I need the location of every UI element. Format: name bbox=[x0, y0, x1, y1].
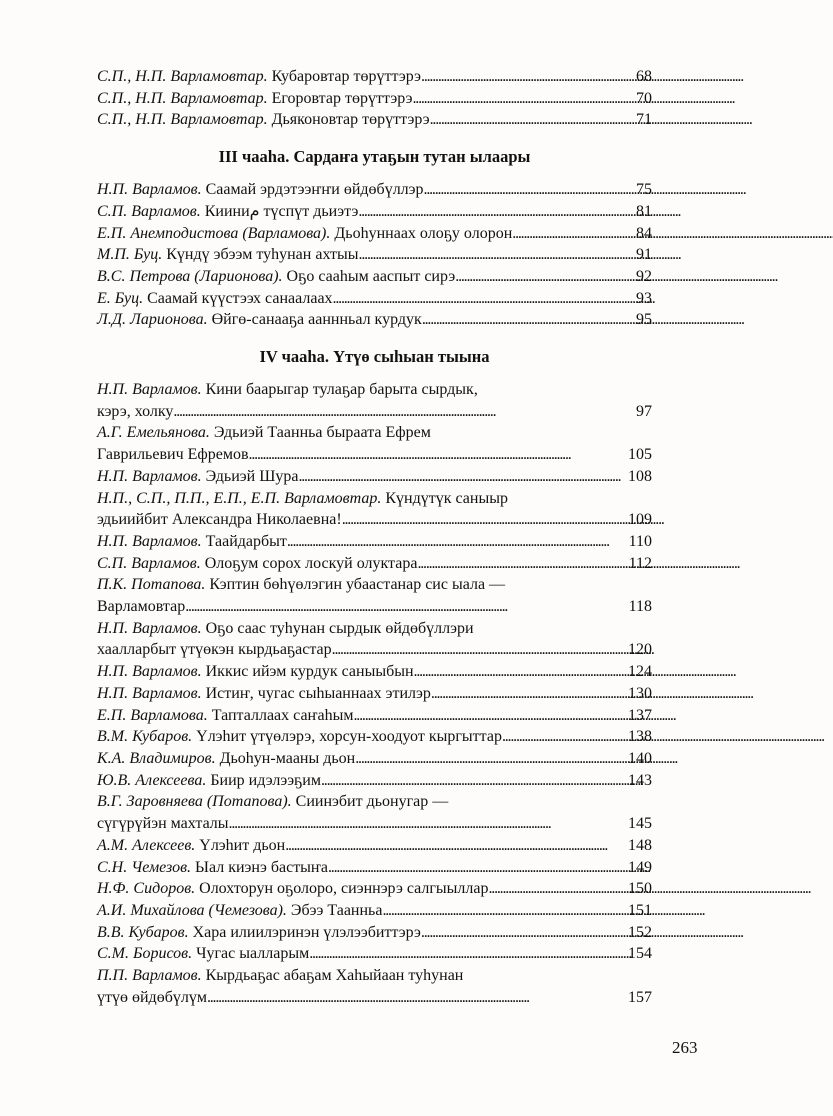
dot-leader bbox=[332, 639, 625, 661]
dot-leader bbox=[342, 509, 625, 531]
entry-page-number: 91 bbox=[636, 246, 652, 264]
entry-author: Ю.В. Алексеева. bbox=[97, 771, 207, 789]
dot-leader bbox=[421, 66, 633, 88]
entry-text-line bbox=[97, 705, 354, 727]
entry-title: Эбээ Таанньа bbox=[290, 901, 383, 919]
entry-title: сүгүрүйэн махталы bbox=[97, 815, 229, 833]
entry-text-line bbox=[97, 596, 185, 618]
entry-author: Н.Ф. Сидоров. bbox=[97, 880, 196, 898]
entry-text-line bbox=[97, 639, 332, 661]
toc-entry bbox=[97, 109, 652, 131]
entry-author: А.И. Михайлова (Чемезова). bbox=[97, 901, 287, 919]
entry-author: Н.П. Варламов. bbox=[97, 467, 202, 485]
toc-entry bbox=[97, 943, 652, 965]
dot-leader bbox=[287, 531, 626, 553]
dot-leader bbox=[412, 88, 633, 110]
dot-leader bbox=[414, 661, 625, 683]
entry-page-number: 149 bbox=[628, 858, 652, 876]
entry-author: В.С. Петрова (Ларионова). bbox=[97, 267, 283, 285]
entry-title: кэрэ, холку bbox=[97, 402, 174, 420]
entry-author: С.Н. Чемезов. bbox=[97, 858, 192, 876]
section-heading: IV чааhа. Үтүө сыhыан тыына bbox=[259, 347, 490, 367]
entry-title-part: Кэптин бөһүөлэгин убаастанар сис ыала — bbox=[209, 576, 506, 594]
entry-text-line bbox=[97, 266, 455, 288]
entry-title: Үлэhит үтүөлэрэ, хорсун-хоодуот кыргыттар bbox=[196, 728, 502, 746]
dot-leader bbox=[355, 748, 625, 770]
entry-author: В.В. Кубаров. bbox=[97, 923, 189, 941]
entry-title: Өйгө-санааҕа ааннньал курдук bbox=[211, 311, 422, 329]
entry-text-line bbox=[97, 835, 285, 857]
dot-leader bbox=[358, 201, 633, 223]
entry-author: С.П. Варламов. bbox=[97, 554, 201, 572]
entry-title: Дьяконовтар төрүттэрэ bbox=[271, 111, 430, 129]
toc-entry bbox=[97, 770, 652, 792]
entry-text-line bbox=[97, 444, 249, 466]
dot-leader bbox=[173, 401, 633, 423]
entry-title: Күндү эбээм туhунан ахтыы bbox=[166, 246, 359, 264]
entry-title: Ыал киэнэ бастыҥа bbox=[195, 858, 328, 876]
entry-title: Дьоhун-мааны дьон bbox=[219, 749, 356, 767]
entry-title: үтүө өйдөбүлүм bbox=[97, 988, 207, 1006]
entry-title-part: Күндүтүк саныыр bbox=[385, 489, 508, 507]
entry-title: Саамай эрдэтээҥҥи өйдөбүллэр bbox=[205, 181, 424, 199]
entry-author: Н.П. Варламов. bbox=[97, 381, 202, 399]
entry-page-number: 108 bbox=[628, 467, 652, 485]
toc-entry bbox=[97, 201, 652, 223]
dot-leader bbox=[417, 553, 625, 575]
entry-title: Кииниم түспүт дьиэтэ bbox=[204, 202, 359, 220]
entry-author: Н.П. Варламов. bbox=[97, 532, 202, 550]
entry-text-line bbox=[97, 66, 421, 88]
entry-text-line bbox=[97, 201, 358, 223]
dot-leader bbox=[455, 266, 633, 288]
toc-entry bbox=[97, 309, 652, 331]
entry-title: Оҕо сааhым ааспыт сирэ bbox=[286, 267, 456, 285]
entry-page-number: 118 bbox=[628, 598, 652, 616]
entry-text-line bbox=[97, 531, 287, 553]
entry-author: В.Г. Заровняева (Потапова). bbox=[97, 793, 292, 811]
entry-title: Истиҥ, чугас сыhыаннаах этилэр bbox=[205, 684, 431, 702]
entry-author: А.Г. Емельянова. bbox=[97, 424, 210, 442]
dot-leader bbox=[354, 705, 626, 727]
entry-title: Биир идэлээҕим bbox=[210, 771, 321, 789]
toc-entry bbox=[97, 266, 652, 288]
entry-author: В.М. Кубаров. bbox=[97, 728, 193, 746]
entry-author: Н.П. Варламов. bbox=[97, 663, 202, 681]
entry-author: Н.П. Варламов. bbox=[97, 181, 202, 199]
entry-title-part: Оҕо саас туhунан сырдык өйдөбүллэри bbox=[205, 619, 474, 637]
entry-text-line bbox=[97, 857, 328, 879]
entry-title: Чугас ыалларым bbox=[196, 945, 310, 963]
entry-first-line bbox=[97, 422, 652, 444]
entry-author: А.М. Алексеев. bbox=[97, 836, 196, 854]
entry-text-line bbox=[97, 288, 333, 310]
section-heading: III чааhа. Сардаҥа утаҕын тутан ылаары bbox=[218, 147, 531, 167]
dot-leader bbox=[422, 309, 633, 331]
entry-title: Тапталлаах саҥаhым bbox=[211, 706, 354, 724]
entry-text-line bbox=[97, 726, 502, 748]
entry-title: Хара илиилэринэн үлэлээбиттэрэ bbox=[192, 923, 421, 941]
entry-text-line bbox=[97, 509, 342, 531]
dot-leader bbox=[512, 223, 633, 245]
dot-leader bbox=[502, 726, 625, 748]
entry-text-line bbox=[97, 244, 359, 266]
toc-entry bbox=[97, 726, 652, 748]
entry-page-number: 68 bbox=[636, 68, 652, 85]
entry-text-line bbox=[97, 309, 422, 331]
dot-leader bbox=[424, 179, 633, 201]
entry-first-line bbox=[97, 965, 652, 987]
entry-page-number: 92 bbox=[636, 267, 652, 285]
entry-text-line bbox=[97, 661, 414, 683]
entry-text-line bbox=[97, 748, 355, 770]
toc-entry bbox=[97, 88, 652, 110]
entry-author: Л.Д. Ларионова. bbox=[97, 311, 208, 329]
entry-text-line bbox=[97, 770, 321, 792]
dot-leader bbox=[298, 466, 625, 488]
entry-title: Егоровтар төрүттэрэ bbox=[271, 89, 413, 107]
entry-title: Дьоhуннаах олоҕу олорон bbox=[334, 224, 513, 242]
entry-page-number: 110 bbox=[628, 532, 652, 550]
toc-entry bbox=[97, 835, 652, 857]
entry-page-number: 95 bbox=[636, 311, 652, 329]
entry-title: Таайдарбыт bbox=[205, 532, 287, 550]
toc-entry bbox=[97, 223, 652, 245]
entry-page-number: 148 bbox=[628, 836, 652, 854]
dot-leader bbox=[207, 987, 625, 1009]
dot-leader bbox=[249, 444, 625, 466]
dot-leader bbox=[185, 596, 625, 618]
entry-text-line bbox=[97, 553, 417, 575]
page-number: 263 bbox=[672, 1038, 698, 1057]
entry-page-number: 93 bbox=[636, 289, 652, 307]
entry-page-number: 138 bbox=[628, 728, 652, 746]
toc-entry bbox=[97, 553, 652, 575]
entry-author: С.П., Н.П. Варламовтар. bbox=[97, 89, 268, 107]
entry-page-number: 137 bbox=[628, 706, 652, 724]
toc-entry bbox=[97, 965, 652, 1008]
entry-page-number: 145 bbox=[628, 815, 652, 833]
entry-title: Үлэhит дьон bbox=[199, 836, 286, 854]
toc-entry bbox=[97, 488, 652, 531]
entry-page-number: 97 bbox=[636, 402, 652, 420]
toc-entry bbox=[97, 661, 652, 683]
entry-author: П.П. Варламов. bbox=[97, 967, 202, 985]
entry-title-part: Кырдьаҕас абаҕам Хаhыйаан туhунан bbox=[205, 967, 464, 985]
entry-first-line bbox=[97, 618, 652, 640]
dot-leader bbox=[321, 770, 625, 792]
entry-first-line bbox=[97, 574, 652, 596]
entry-page-number: 120 bbox=[628, 641, 652, 659]
toc-entry bbox=[97, 288, 652, 310]
entry-text-line bbox=[97, 922, 421, 944]
entry-author: Е.П. Анемподистова (Варламова). bbox=[97, 224, 331, 242]
toc-entry bbox=[97, 244, 652, 266]
entry-author: Н.П., С.П., П.П., Е.П., Е.П. Варламовтар. bbox=[97, 489, 382, 507]
entry-page-number: 71 bbox=[636, 111, 652, 129]
dot-leader bbox=[333, 288, 633, 310]
entry-author: Е.П. Варламова. bbox=[97, 706, 208, 724]
entry-text-line bbox=[97, 987, 207, 1009]
entry-first-line bbox=[97, 379, 652, 401]
entry-title: эдьиийбит Александра Николаевна! bbox=[97, 511, 342, 529]
toc-entry bbox=[97, 857, 652, 879]
entry-author: С.П. Варламов. bbox=[97, 202, 201, 220]
entry-title-part: Сиинэбит дьонугар — bbox=[295, 793, 449, 811]
entry-title: хаалларбыт үтүөкэн кырдьаҕастар bbox=[97, 641, 332, 659]
toc-entry bbox=[97, 791, 652, 834]
entry-title: Олохторун оҕолоро, сиэннэрэ салгыыллар bbox=[199, 880, 489, 898]
entry-text-line bbox=[97, 943, 309, 965]
entry-page-number: 143 bbox=[628, 771, 652, 789]
entry-page-number: 152 bbox=[628, 923, 652, 941]
toc-entry bbox=[97, 574, 652, 617]
toc-entry bbox=[97, 466, 652, 488]
entry-page-number: 140 bbox=[628, 749, 652, 767]
toc-entry bbox=[97, 531, 652, 553]
entry-title: Гаврильевич Ефремов bbox=[97, 446, 249, 464]
entry-author: К.А. Владимиров. bbox=[97, 749, 216, 767]
entry-author: Е. Буц. bbox=[97, 289, 144, 307]
entry-page-number: 84 bbox=[636, 224, 652, 242]
entry-text-line bbox=[97, 813, 229, 835]
dot-leader bbox=[359, 244, 633, 266]
entry-page-number: 112 bbox=[628, 554, 652, 572]
entry-title: Кубаровтар төрүттэрэ bbox=[271, 68, 422, 85]
entry-page-number: 75 bbox=[636, 181, 652, 199]
entry-page-number: 150 bbox=[628, 880, 652, 898]
entry-page-number: 130 bbox=[628, 684, 652, 702]
entry-author: С.П., Н.П. Варламовтар. bbox=[97, 68, 268, 85]
entry-text-line bbox=[97, 878, 488, 900]
toc-entry bbox=[97, 683, 652, 705]
entry-page-number: 124 bbox=[628, 663, 652, 681]
entry-title-part: Кини баарыгар тулаҕар барыта сырдык, bbox=[205, 381, 478, 399]
entry-page-number: 109 bbox=[628, 511, 652, 529]
entry-text-line bbox=[97, 900, 382, 922]
table-of-contents bbox=[97, 66, 652, 1008]
entry-text-line bbox=[97, 683, 431, 705]
toc-entry bbox=[97, 900, 652, 922]
toc-entry bbox=[97, 422, 652, 465]
entry-title: Варламовтар bbox=[97, 598, 186, 616]
entry-author: Н.П. Варламов. bbox=[97, 684, 202, 702]
dot-leader bbox=[421, 922, 625, 944]
dot-leader bbox=[382, 900, 625, 922]
dot-leader bbox=[285, 835, 625, 857]
entry-text-line bbox=[97, 88, 412, 110]
toc-entry bbox=[97, 922, 652, 944]
entry-page-number: 105 bbox=[628, 446, 652, 464]
entry-title-part: Эдьиэй Таанньа быраата Ефрем bbox=[213, 424, 431, 442]
dot-leader bbox=[488, 878, 625, 900]
entry-text-line bbox=[97, 401, 173, 423]
toc-entry bbox=[97, 748, 652, 770]
entry-author: С.П., Н.П. Варламовтар. bbox=[97, 111, 268, 129]
toc-entry bbox=[97, 878, 652, 900]
entry-page-number: 81 bbox=[636, 202, 652, 220]
dot-leader bbox=[430, 109, 633, 131]
entry-page-number: 157 bbox=[628, 988, 652, 1006]
entry-page-number: 154 bbox=[628, 945, 652, 963]
entry-page-number: 151 bbox=[628, 901, 652, 919]
entry-author: П.К. Потапова. bbox=[97, 576, 206, 594]
toc-entry bbox=[97, 705, 652, 727]
dot-leader bbox=[309, 943, 625, 965]
entry-text-line bbox=[97, 109, 430, 131]
toc-entry bbox=[97, 66, 652, 88]
entry-author: М.П. Буц. bbox=[97, 246, 163, 264]
entry-text-line bbox=[97, 223, 512, 245]
toc-entry bbox=[97, 618, 652, 661]
entry-author: Н.П. Варламов. bbox=[97, 619, 202, 637]
entry-author: С.М. Борисов. bbox=[97, 945, 193, 963]
entry-title: Иккис ийэм курдук саныыбын bbox=[205, 663, 414, 681]
entry-page-number: 70 bbox=[636, 89, 652, 107]
entry-title: Эдьиэй Шура bbox=[205, 467, 299, 485]
dot-leader bbox=[431, 683, 625, 705]
entry-text-line bbox=[97, 466, 298, 488]
dot-leader bbox=[328, 857, 625, 879]
entry-title: Саамай күүстээх санаалаах bbox=[147, 289, 333, 307]
toc-entry bbox=[97, 179, 652, 201]
entry-text-line bbox=[97, 179, 424, 201]
entry-first-line bbox=[97, 488, 652, 510]
entry-first-line bbox=[97, 791, 652, 813]
dot-leader bbox=[229, 813, 625, 835]
toc-entry bbox=[97, 379, 652, 422]
entry-title: Олоҕум сорох лоскуй олуктара bbox=[204, 554, 418, 572]
